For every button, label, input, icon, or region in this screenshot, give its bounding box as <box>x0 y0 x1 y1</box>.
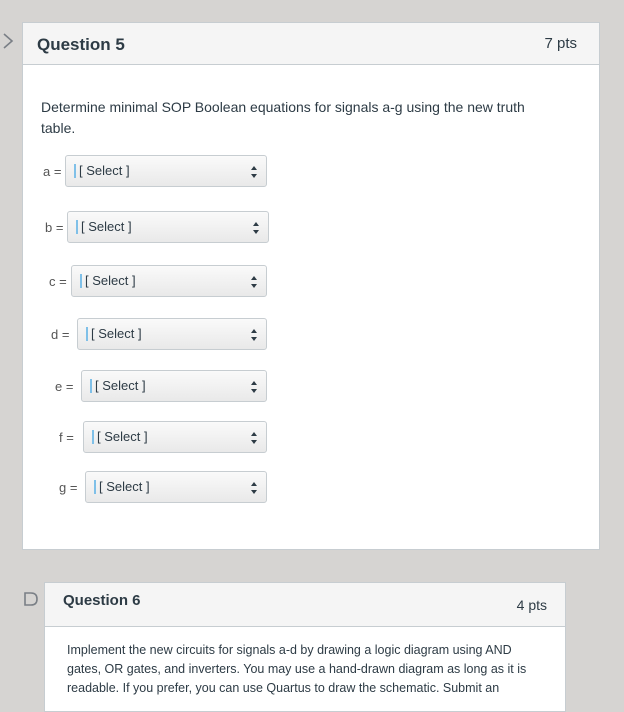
up-down-arrows-icon <box>250 325 258 345</box>
answer-row-f <box>41 421 291 455</box>
up-down-arrows-icon <box>250 478 258 498</box>
answer-label-g: g = <box>59 480 78 495</box>
up-down-arrows-icon <box>250 162 258 182</box>
question-5-header <box>23 23 599 65</box>
answer-label-d: d = <box>51 327 70 342</box>
question-6-header <box>45 583 565 627</box>
question-5-title: Question 5 <box>37 35 125 54</box>
answer-row-d <box>41 318 291 352</box>
select-dropdown-b[interactable]: [ Select ] <box>67 211 269 243</box>
select-dropdown-e[interactable]: [ Select ] <box>81 370 267 402</box>
select-dropdown-a[interactable]: [ Select ] <box>65 155 267 187</box>
answer-row-b <box>41 211 291 245</box>
answer-label-f: f = <box>59 430 74 445</box>
up-down-arrows-icon <box>250 377 258 397</box>
select-dropdown-c[interactable]: [ Select ] <box>71 265 267 297</box>
select-dropdown-f[interactable]: [ Select ] <box>83 421 267 453</box>
question-6-points: 4 pts <box>516 597 547 613</box>
question-5-points: 7 pts <box>544 35 577 52</box>
question-6-card <box>44 582 566 712</box>
answer-label-c: c = <box>49 274 67 289</box>
answer-row-e <box>41 370 291 404</box>
answer-label-e: e = <box>55 379 74 394</box>
answer-label-a: a = <box>43 164 62 179</box>
answer-row-c <box>41 265 291 299</box>
answer-label-b: b = <box>45 220 64 235</box>
up-down-arrows-icon <box>252 218 260 238</box>
question-6-title: Question 6 <box>63 592 141 609</box>
flag-question-6-icon[interactable] <box>22 590 40 608</box>
question-6-text: Implement the new circuits for signals a-d by drawing a logic diagram using AND gates, OR gates, and inverters. You may use a hand-drawn diagram as long as it is readable. If you prefer, you can use Quartus to draw the schematic. Submit an <box>67 643 527 695</box>
flag-question-5-icon[interactable] <box>0 32 18 50</box>
select-dropdown-d[interactable]: [ Select ] <box>77 318 267 350</box>
question-5-card <box>22 22 600 550</box>
up-down-arrows-icon <box>250 428 258 448</box>
up-down-arrows-icon <box>250 272 258 292</box>
select-dropdown-g[interactable]: [ Select ] <box>85 471 267 503</box>
answer-row-g <box>41 471 291 505</box>
question-5-text: Determine minimal SOP Boolean equations for signals a-g using the new truth table. <box>41 99 525 136</box>
answer-row-a <box>41 155 291 189</box>
